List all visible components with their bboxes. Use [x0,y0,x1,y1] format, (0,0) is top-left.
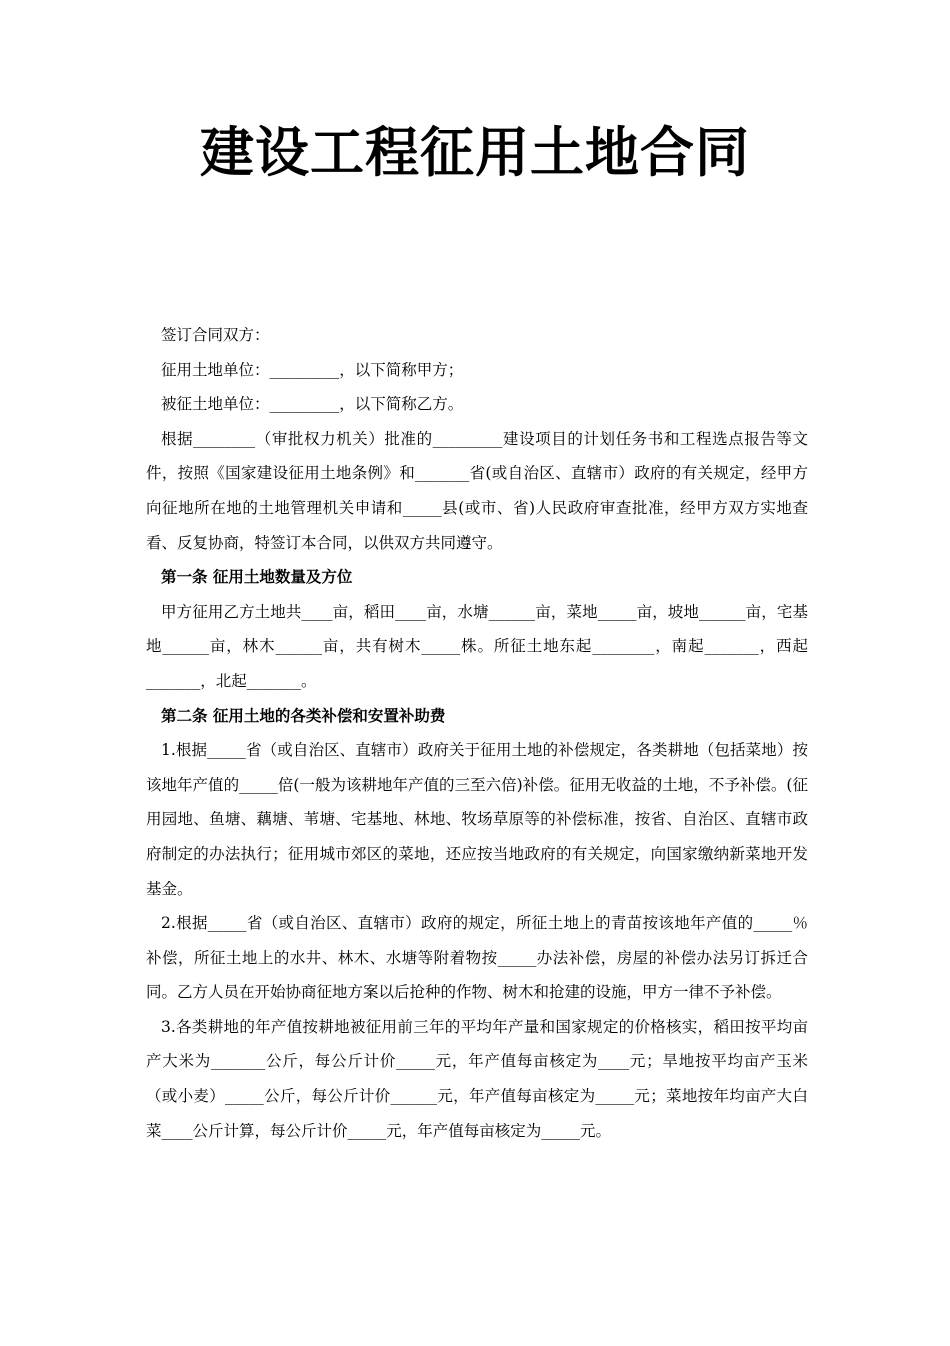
party-a-line: 征用土地单位：_________，以下简称甲方； [161,360,464,379]
article-1-heading: 第一条 征用土地数量及方位 [161,567,353,587]
preamble-paragraph: 根据________（审批权力机关）批准的_________建设项目的计划任务书和工程选点报告等文件，按照《国家建设征用土地条例》和_______省(或自治区、直辖市）政府的有关规定，经甲方向征地所在地的土地管理机关申请和_____县(或市、省)人民政府审查批准，经甲方双方实地查看、反复协商，特签订本合同，以供双方共同遵守。 [146,429,808,552]
article-2-clause-2: 2.根据_____省（或自治区、直辖市）政府的规定，所征土地上的青苗按该地年产值的_____％补偿，所征土地上的水井、林木、水塘等附着物按_____办法补偿，房屋的补偿办法另订拆迁合同。乙方人员在开始协商征地方案以后抢种的作物、树木和抢建的设施，甲方一律不予补偿。 [146,914,808,1002]
article-2-clause-1: 1.根据_____省（或自治区、直辖市）政府关于征用土地的补偿规定，各类耕地（包括菜地）按该地年产值的_____倍(一般为该耕地年产值的三至六倍)补偿。征用无收益的土地，不予补偿。(征用园地、鱼塘、藕塘、苇塘、宅基地、林地、牧场草原等的补偿标准，按省、自治区、直辖市政府制定的办法执行；征用城市郊区的菜地，还应按当地政府的有关规定，向国家缴纳新菜地开发基金。 [146,741,808,898]
document-body [146,318,808,1148]
party-b-line: 被征土地单位：_________，以下简称乙方。 [161,395,464,414]
article-1-text: 甲方征用乙方土地共____亩，稻田____亩，水塘______亩，菜地_____亩，坡地______亩，宅基地______亩，林木______亩，共有树木_____株。所征土地东起________，南起_______，西起_______，北起_______。 [146,602,808,690]
article-2-clause-3: 3.各类耕地的年产值按耕地被征用前三年的平均年产量和国家规定的价格核实，稻田按平均亩产大米为_______公斤，每公斤计价_____元，年产值每亩核定为____元；旱地按平均亩产玉米（或小麦）_____公斤，每公斤计价______元，年产值每亩核定为_____元；菜地按年均亩产大白菜____公斤计算，每公斤计价_____元，年产值每亩核定为_____元。 [146,1017,808,1140]
document-title: 建设工程征用土地合同 [200,120,750,185]
article-2-heading: 第二条 征用土地的各类补偿和安置补助费 [161,705,446,725]
parties-intro: 签订合同双方： [161,326,270,344]
